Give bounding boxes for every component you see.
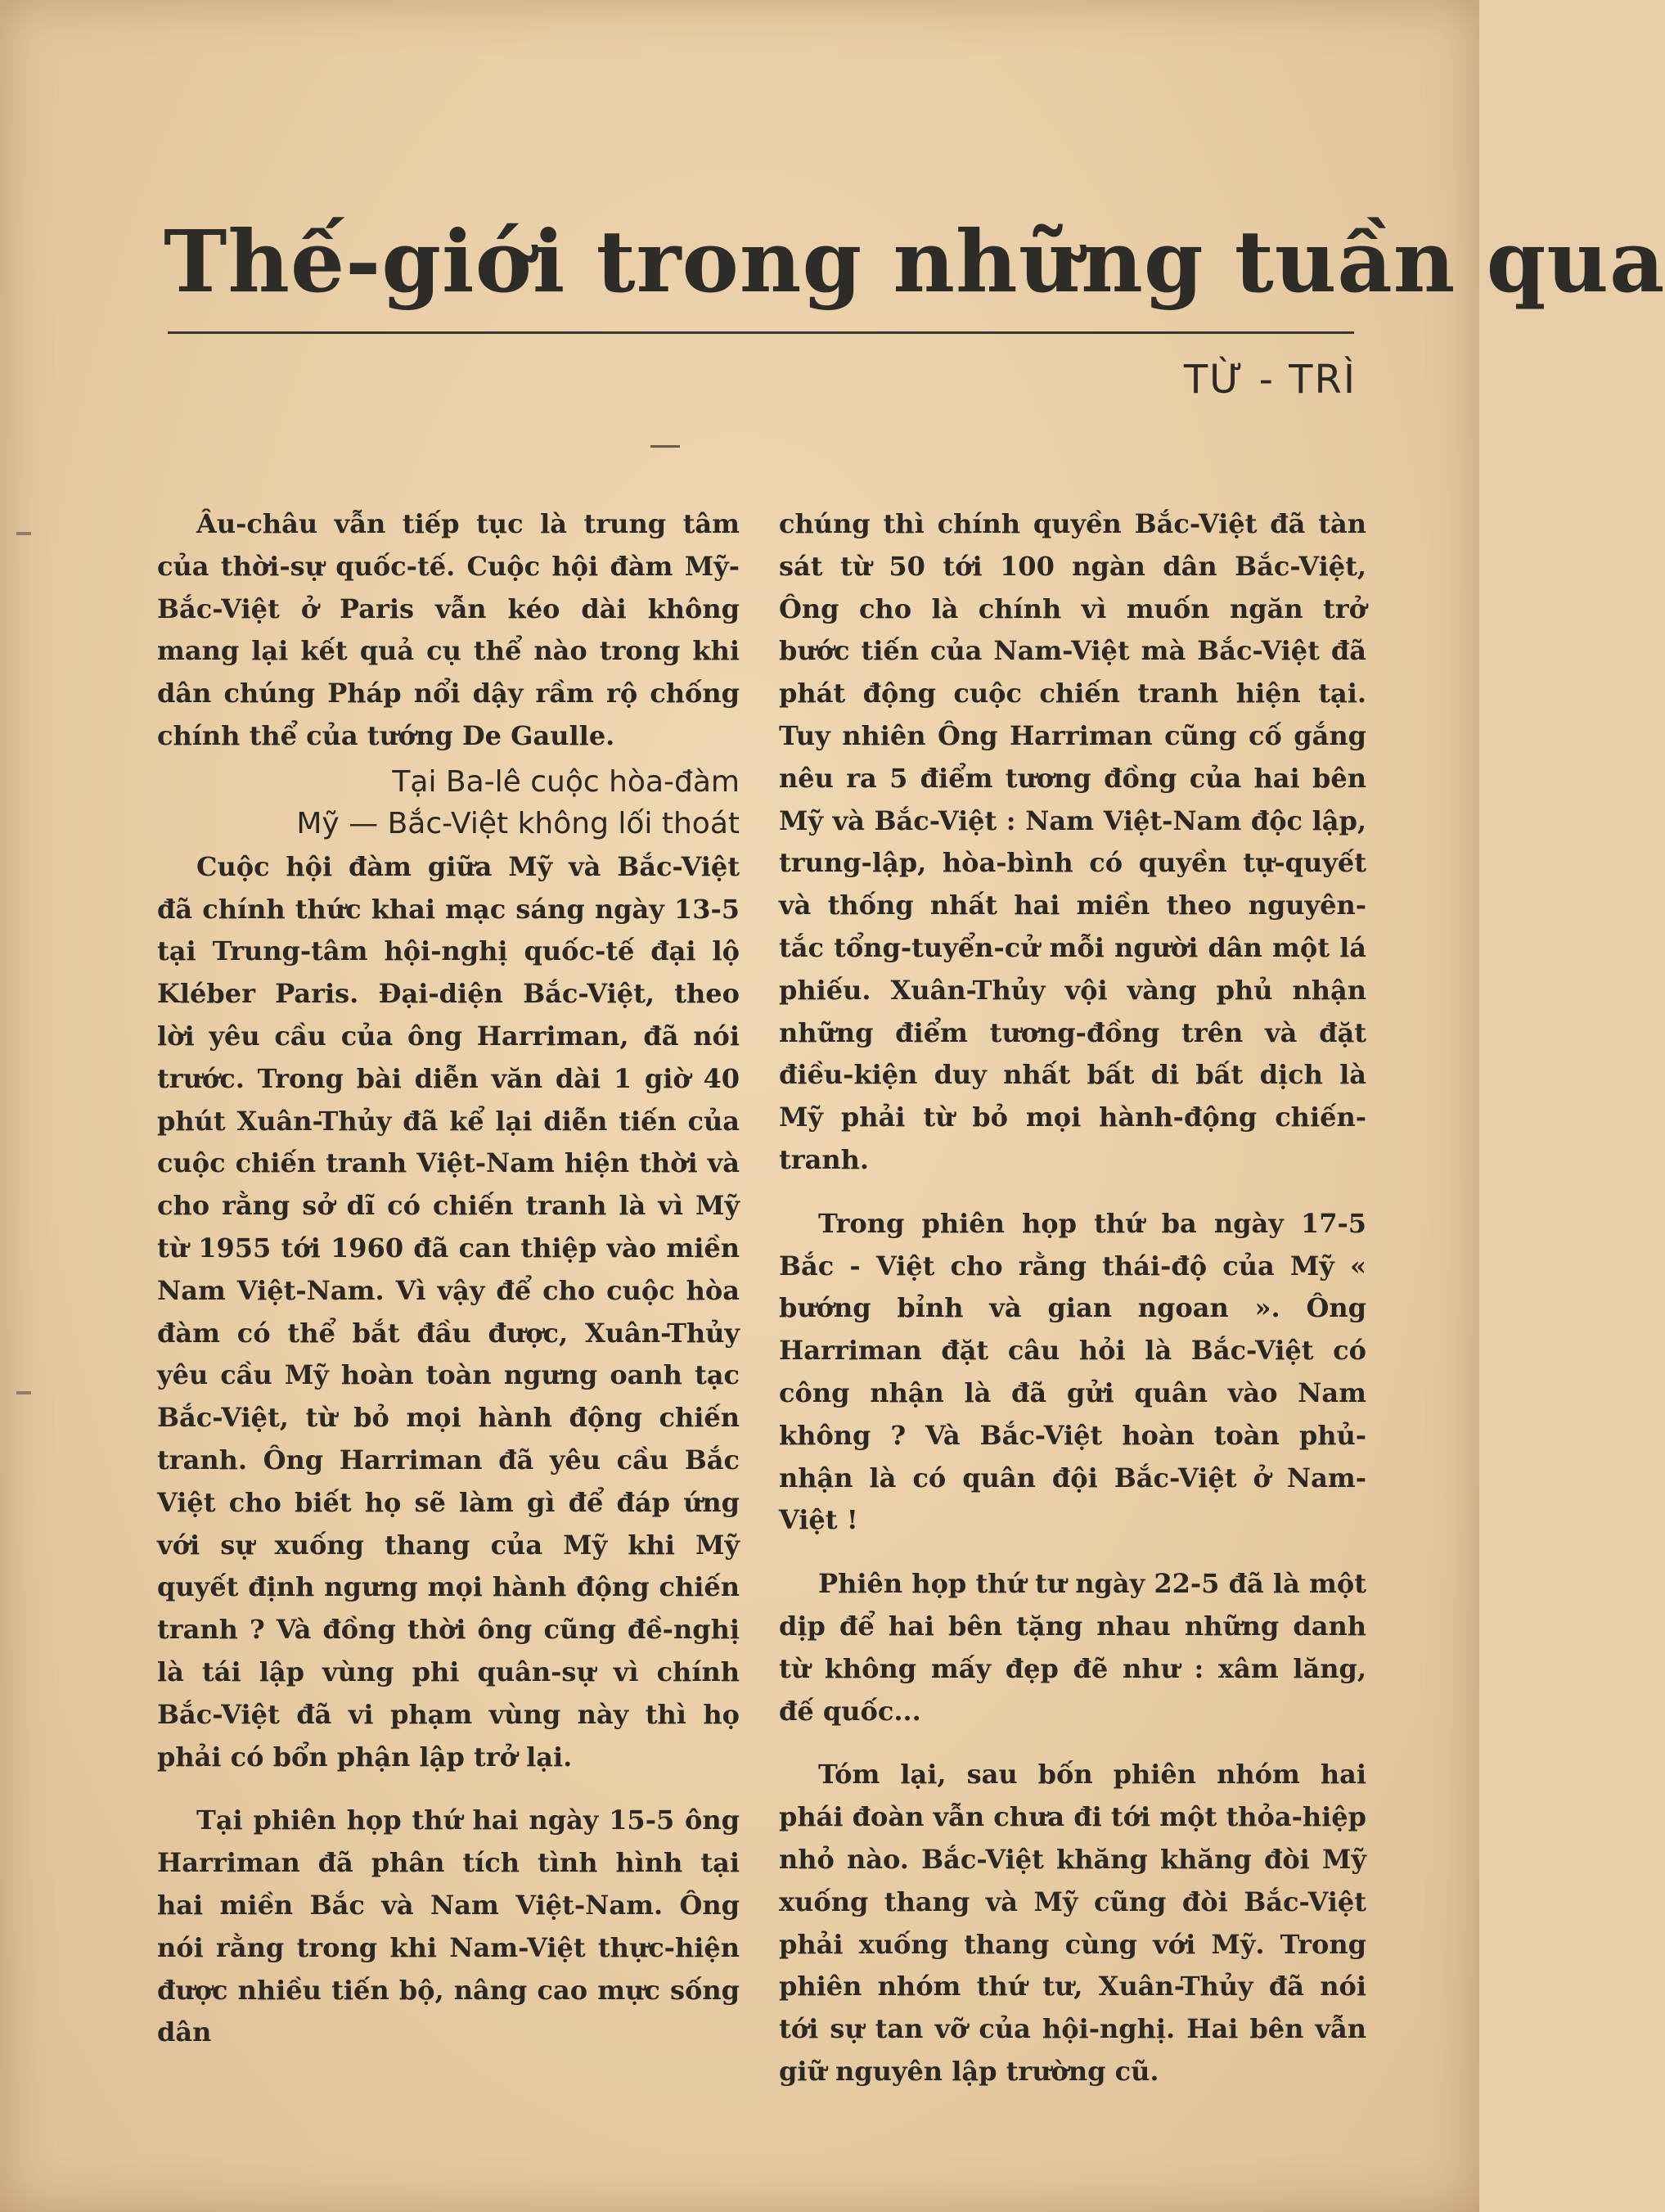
body-paragraph: Phiên họp thứ tư ngày 22-5 đã là một dịp để hai bên tặng nhau những danh từ không mấy đẹp đẽ như : xâm lăng, đế quốc... [779, 1568, 1366, 1727]
margin-mark [16, 532, 31, 535]
article-author: TỪ - TRÌ [1183, 357, 1357, 403]
section-subheading [157, 761, 740, 845]
title-rule [168, 331, 1354, 334]
body-paragraph: Tại phiên họp thứ hai ngày 15-5 ông Harriman đã phân tích tình hình tại hai miền Bắc và Nam Việt-Nam. Ông nói rằng trong khi Nam-Việt thực-hiện được nhiều tiến bộ, nâng cao mực sống dân [157, 1804, 740, 2048]
body-paragraph: chúng thì chính quyền Bắc-Việt đã tàn sát từ 50 tới 100 ngàn dân Bắc-Việt, Ông cho là chính vì muốn ngăn trở bước tiến của Nam-Việt mà Bắc-Việt đã phát động cuộc chiến tranh hiện tại. Tuy nhiên Ông Harriman cũng cố gắng nêu ra 5 điểm tương đồng của hai bên Mỹ và Bắc-Việt : Nam Việt-Nam độc lập, trung-lập, hòa-bình có quyền tự-quyết và thống nhất hai miền theo nguyên-tắc tổng-tuyển-cử mỗi người dân một lá phiếu. Xuân-Thủy vội vàng phủ nhận những điểm tương-đồng trên và đặt điều-kiện duy nhất bất di bất dịch là Mỹ phải từ bỏ mọi hành-động chiến-tranh. [779, 508, 1366, 1175]
section-dash [650, 445, 680, 448]
margin-mark [16, 1391, 31, 1394]
body-paragraph: Cuộc hội đàm giữa Mỹ và Bắc-Việt đã chính thức khai mạc sáng ngày 13-5 tại Trung-tâm hội-nghị quốc-tế đại lộ Kléber Paris. Đại-diện Bắc-Việt, theo lời yêu cầu của ông Harriman, đã nói trước. Trong bài diễn văn dài 1 giờ 40 phút Xuân-Thủy đã kể lại diễn tiến của cuộc chiến tranh Việt-Nam hiện thời và cho rằng sở dĩ có chiến tranh là vì Mỹ từ 1955 tới 1960 đã can thiệp vào miền Nam Việt-Nam. Vì vậy để cho cuộc hòa đàm có thể bắt đầu được, Xuân-Thủy yêu cầu Mỹ hoàn toàn ngưng oanh tạc Bắc-Việt, từ bỏ mọi hành động chiến tranh. Ông Harriman đã yêu cầu Bắc Việt cho biết họ sẽ làm gì để đáp ứng với sự xuống thang của Mỹ khi Mỹ quyết định ngưng mọi hành động chiến tranh ? Và đồng thời ông cũng đề-nghị là tái lập vùng phi quân-sự vì chính Bắc-Việt đã vi phạm vùng này thì họ phải có bổn phận lập trở lại. [157, 850, 740, 1773]
subheading-line-1: Tại Ba-lê cuộc hòa-đàm [392, 764, 740, 799]
right-column [779, 503, 1366, 2093]
article-title: Thế-giới trong những tuần qua [164, 211, 1665, 312]
subheading-line-2: Mỹ — Bắc-Việt không lối thoát [296, 806, 740, 840]
body-paragraph: Trong phiên họp thứ ba ngày 17-5 Bắc - Việt cho rằng thái-độ của Mỹ « bướng bỉnh và gian ngoan ». Ông Harriman đặt câu hỏi là Bắc-Việt có công nhận là đã gửi quân vào Nam không ? Và Bắc-Việt hoàn toàn phủ-nhận là có quân đội Bắc-Việt ở Nam-Việt ! [779, 1207, 1366, 1536]
intro-paragraph: Âu-châu vẫn tiếp tục là trung tâm của thời-sự quốc-tế. Cuộc hội đàm Mỹ-Bắc-Việt ở Paris vẫn kéo dài không mang lại kết quả cụ thể nào trong khi dân chúng Pháp nổi dậy rầm rộ chống chính thể của tướng De Gaulle. [157, 508, 740, 751]
body-paragraph: Tóm lại, sau bốn phiên nhóm hai phái đoàn vẫn chưa đi tới một thỏa-hiệp nhỏ nào. Bắc-Việt khăng khăng đòi Mỹ xuống thang và Mỹ cũng đòi Bắc-Việt phải xuống thang cùng với Mỹ. Trong phiên nhóm thứ tư, Xuân-Thủy đã nói tới sự tan vỡ của hội-nghị. Hai bên vẫn giữ nguyên lập trường cũ. [779, 1759, 1366, 2087]
left-column [157, 503, 740, 2054]
